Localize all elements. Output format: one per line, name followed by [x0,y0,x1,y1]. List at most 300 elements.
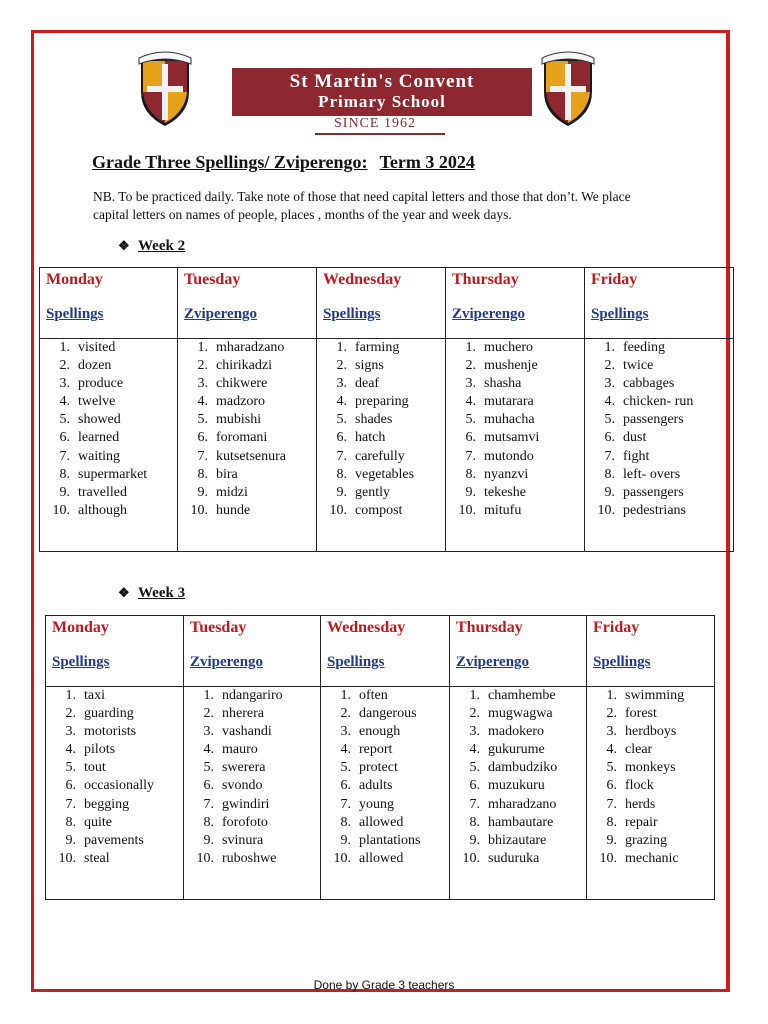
item-number: 1. [197,340,208,355]
day-header [587,616,715,687]
item-number: 3. [606,724,617,740]
item-number: 3. [469,724,480,740]
spelling-word: chicken- run [623,394,694,410]
document-title [92,152,475,173]
spelling-word: twelve [78,394,116,410]
spelling-word: pilots [84,742,116,758]
spelling-word: steal [84,850,110,866]
list-item [46,796,183,814]
item-number: 2. [340,706,351,722]
item-number: 1. [606,688,617,703]
list-item [585,466,733,484]
list-item [446,411,584,429]
list-item [587,814,714,832]
list-item [184,832,320,850]
spelling-word: protect [359,760,398,776]
list-item [585,448,733,466]
word-list [585,339,733,520]
item-number: 4. [203,742,214,758]
spelling-word: ruboshwe [222,850,277,866]
list-item [321,777,449,795]
spelling-word: visited [78,340,116,355]
spelling-word: dust [623,430,647,446]
spelling-word: dangerous [359,706,417,722]
item-number: 8. [65,814,76,830]
list-item [446,393,584,411]
spelling-word: chirikadzi [216,358,272,374]
item-number: 2. [469,706,480,722]
list-item [184,705,320,723]
spelling-word: madzoro [216,394,265,410]
item-number: 2. [197,358,208,374]
spelling-word: mitufu [484,502,522,518]
item-number: 10. [599,850,617,866]
item-number: 2. [604,358,615,374]
list-item [46,850,183,868]
spelling-word: kutsetsenura [216,448,286,464]
item-number: 9. [65,832,76,848]
item-number: 7. [197,448,208,464]
list-item [587,741,714,759]
item-number: 5. [197,412,208,428]
spelling-word: shades [355,412,393,428]
item-number: 8. [469,814,480,830]
item-number: 5. [606,760,617,776]
list-item [46,777,183,795]
spelling-word: bhizautare [488,832,547,848]
spelling-word: suduruka [488,850,540,866]
spelling-word: often [359,688,388,703]
item-number: 2. [606,706,617,722]
item-number: 6. [604,430,615,446]
list-item [317,448,445,466]
title-term: Term 3 2024 [379,152,475,172]
item-number: 3. [340,724,351,740]
week-label: Week 3 [138,585,186,601]
list-item [40,466,177,484]
item-number: 1. [336,340,347,355]
spelling-word: allowed [359,850,404,866]
list-item [46,723,183,741]
item-number: 4. [59,394,70,410]
list-item [321,850,449,868]
list-item [317,339,445,357]
word-list [46,687,183,868]
day-name: Thursday [452,271,519,288]
spelling-word: allowed [359,814,404,830]
spelling-word: plantations [359,832,421,848]
day-header [317,268,446,339]
spelling-word: carefully [355,448,405,464]
word-list-cell [40,339,178,552]
item-number: 5. [340,760,351,776]
spelling-word: dozen [78,358,112,374]
list-type: Zviperengo [190,654,264,670]
list-item [587,777,714,795]
list-item [450,850,586,868]
list-item [317,393,445,411]
list-item [178,448,316,466]
list-type: Spellings [46,306,104,322]
item-number: 9. [604,484,615,500]
list-item [450,796,586,814]
list-type: Spellings [323,306,381,322]
spelling-word: dambudziko [488,760,558,776]
list-type: Spellings [593,654,651,670]
item-number: 5. [59,412,70,428]
list-item [587,759,714,777]
spelling-word: mharadzano [216,340,285,355]
spelling-word: quite [84,814,112,830]
spelling-word: cabbages [623,376,675,392]
word-list [587,687,714,868]
list-item [178,502,316,520]
list-item [184,814,320,832]
item-number: 10. [58,850,76,866]
item-number: 6. [336,430,347,446]
list-item [585,411,733,429]
list-item [178,429,316,447]
item-number: 4. [197,394,208,410]
spelling-word: foromani [216,430,268,446]
spelling-word: shasha [484,376,522,392]
item-number: 8. [604,466,615,482]
spelling-word: young [359,796,394,812]
list-item [587,723,714,741]
spelling-word: compost [355,502,403,518]
list-item [40,357,177,375]
list-item [450,687,586,705]
list-item [184,777,320,795]
item-number: 9. [197,484,208,500]
spelling-table-week2 [39,267,734,552]
list-item [317,466,445,484]
list-item [587,705,714,723]
spelling-word: swerera [222,760,266,776]
word-list-cell [446,339,585,552]
spelling-word: gently [355,484,390,500]
list-item [450,705,586,723]
list-item [446,484,584,502]
spelling-word: adults [359,778,393,794]
spelling-word: mugwagwa [488,706,553,722]
item-number: 1. [59,340,70,355]
since-label: SINCE 1962 [334,116,416,131]
item-number: 1. [340,688,351,703]
item-number: 3. [197,376,208,392]
item-number: 6. [606,778,617,794]
spelling-table-week3 [45,615,715,900]
item-number: 10. [333,850,351,866]
item-number: 4. [604,394,615,410]
spelling-word: mubishi [216,412,262,428]
list-item [321,759,449,777]
item-number: 4. [65,742,76,758]
spelling-word: twice [623,358,654,374]
item-number: 8. [197,466,208,482]
spelling-word: forofoto [222,814,268,830]
list-item [317,502,445,520]
item-number: 3. [65,724,76,740]
list-item [587,796,714,814]
item-number: 8. [606,814,617,830]
list-item [46,814,183,832]
list-item [446,502,584,520]
list-item [46,759,183,777]
list-item [585,393,733,411]
spelling-word: tout [84,760,106,776]
item-number: 10. [196,850,214,866]
diamond-bullet-icon: ❖ [118,238,130,253]
item-number: 10. [458,502,476,518]
list-item [40,339,177,357]
word-list [450,687,586,868]
list-item [184,759,320,777]
list-item [46,687,183,705]
item-number: 1. [203,688,214,703]
spelling-word: passengers [623,412,684,428]
list-item [40,502,177,520]
spelling-word: signs [355,358,384,374]
day-name: Monday [52,619,109,636]
item-number: 2. [465,358,476,374]
item-number: 4. [465,394,476,410]
spelling-word: chikwere [216,376,268,392]
item-number: 10. [597,502,615,518]
spelling-word: begging [84,796,130,812]
list-item [585,339,733,357]
list-item [321,705,449,723]
spelling-word: nyanzvi [484,466,529,482]
list-item [178,393,316,411]
word-list-cell [317,339,446,552]
item-number: 3. [465,376,476,392]
list-item [446,357,584,375]
footer-credit: Done by Grade 3 teachers [313,978,455,992]
spelling-word: guarding [84,706,134,722]
list-item [184,687,320,705]
item-number: 4. [340,742,351,758]
list-item [317,375,445,393]
list-item [450,759,586,777]
spelling-word: herds [625,796,656,812]
spelling-word: gwindiri [222,796,270,812]
week-label: Week 2 [138,238,186,254]
list-item [321,796,449,814]
item-number: 9. [59,484,70,500]
day-header [46,616,184,687]
spelling-word: farming [355,340,400,355]
item-number: 1. [465,340,476,355]
spelling-word: learned [78,430,120,446]
spelling-word: passengers [623,484,684,500]
spelling-word: hatch [355,430,386,446]
list-item [587,832,714,850]
day-name: Tuesday [190,619,247,636]
item-number: 6. [465,430,476,446]
spelling-word: vegetables [355,466,415,482]
item-number: 4. [336,394,347,410]
item-number: 1. [65,688,76,703]
spelling-word: mharadzano [488,796,557,812]
school-name-line1: St Martin's Convent [289,71,475,92]
list-item [46,705,183,723]
word-list [446,339,584,520]
list-item [321,687,449,705]
list-item [40,484,177,502]
spelling-word: preparing [355,394,409,410]
list-item [40,448,177,466]
since-underline [315,133,445,135]
list-item [184,723,320,741]
day-name: Thursday [456,619,523,636]
spelling-word: muzukuru [488,778,545,794]
note-paragraph: NB. To be practiced daily. Take note of those that need capital letters and those that don’t. We place capital letters on names of people, places , months of the year and week days. [93,189,631,222]
item-number: 10. [329,502,347,518]
school-name-banner [232,68,532,116]
spelling-word: forest [625,706,657,722]
list-item [178,466,316,484]
spelling-word: herdboys [625,724,677,740]
list-item [450,832,586,850]
item-number: 4. [469,742,480,758]
day-header [446,268,585,339]
day-header [40,268,178,339]
day-name: Friday [593,619,640,636]
item-number: 5. [336,412,347,428]
spelling-word: mechanic [625,850,679,866]
list-item [184,850,320,868]
item-number: 5. [65,760,76,776]
list-item [321,832,449,850]
item-number: 7. [469,796,480,812]
item-number: 2. [65,706,76,722]
item-number: 1. [469,688,480,703]
spelling-word: vashandi [222,724,272,740]
item-number: 6. [197,430,208,446]
diamond-bullet-icon: ❖ [118,585,130,600]
week-heading [118,585,185,602]
spelling-word: flock [625,778,654,794]
word-list-cell [184,687,321,900]
item-number: 5. [203,760,214,776]
spelling-word: hunde [216,502,251,518]
word-list [184,687,320,868]
word-list-cell [587,687,715,900]
spelling-word: occasionally [84,778,154,794]
list-item [450,741,586,759]
list-item [40,375,177,393]
spelling-word: mutarara [484,394,534,410]
spelling-word: gukurume [488,742,545,758]
spelling-word: mutsamvi [484,430,540,446]
list-item [317,411,445,429]
list-item [585,502,733,520]
spelling-word: travelled [78,484,127,500]
list-item [446,375,584,393]
spelling-word: taxi [84,688,105,703]
list-item [46,832,183,850]
item-number: 3. [203,724,214,740]
item-number: 7. [203,796,214,812]
spelling-word: report [359,742,393,758]
spelling-word: repair [625,814,658,830]
list-item [585,429,733,447]
spelling-word: mauro [222,742,258,758]
day-header [585,268,734,339]
list-item [587,687,714,705]
list-item [585,484,733,502]
item-number: 8. [340,814,351,830]
word-list-cell [178,339,317,552]
spelling-word: pavements [84,832,144,848]
word-list-cell [46,687,184,900]
list-item [40,393,177,411]
spelling-word: muhacha [484,412,535,428]
week-heading [118,238,185,255]
spelling-word: nherera [222,706,264,722]
item-number: 2. [59,358,70,374]
school-name-line2: Primary School [318,92,446,111]
word-list-cell [450,687,587,900]
item-number: 8. [336,466,347,482]
spelling-word: tekeshe [484,484,526,500]
item-number: 7. [59,448,70,464]
word-list [40,339,177,520]
item-number: 10. [52,502,70,518]
school-header [135,48,635,136]
spelling-word: waiting [78,448,120,464]
item-number: 7. [340,796,351,812]
spelling-word: deaf [355,376,380,392]
list-item [450,777,586,795]
day-name: Tuesday [184,271,241,288]
spelling-word: bira [216,466,238,482]
item-number: 2. [336,358,347,374]
item-number: 7. [336,448,347,464]
item-number: 3. [336,376,347,392]
item-number: 6. [203,778,214,794]
list-item [450,814,586,832]
word-list-cell [321,687,450,900]
day-name: Friday [591,271,638,288]
spelling-word: left- overs [623,466,681,482]
spelling-word: swimming [625,688,685,703]
item-number: 9. [336,484,347,500]
list-item [178,484,316,502]
item-number: 3. [604,376,615,392]
list-item [317,357,445,375]
item-number: 2. [203,706,214,722]
list-type: Zviperengo [184,306,258,322]
spelling-word: produce [78,376,124,392]
item-number: 9. [469,832,480,848]
school-crest-logo [135,48,195,128]
list-type: Zviperengo [456,654,530,670]
list-item [184,796,320,814]
spelling-word: monkeys [625,760,676,776]
list-item [40,429,177,447]
list-item [178,411,316,429]
list-item [450,723,586,741]
day-name: Monday [46,271,103,288]
item-number: 9. [340,832,351,848]
day-header [178,268,317,339]
item-number: 5. [604,412,615,428]
list-type: Spellings [327,654,385,670]
list-item [178,339,316,357]
item-number: 7. [604,448,615,464]
